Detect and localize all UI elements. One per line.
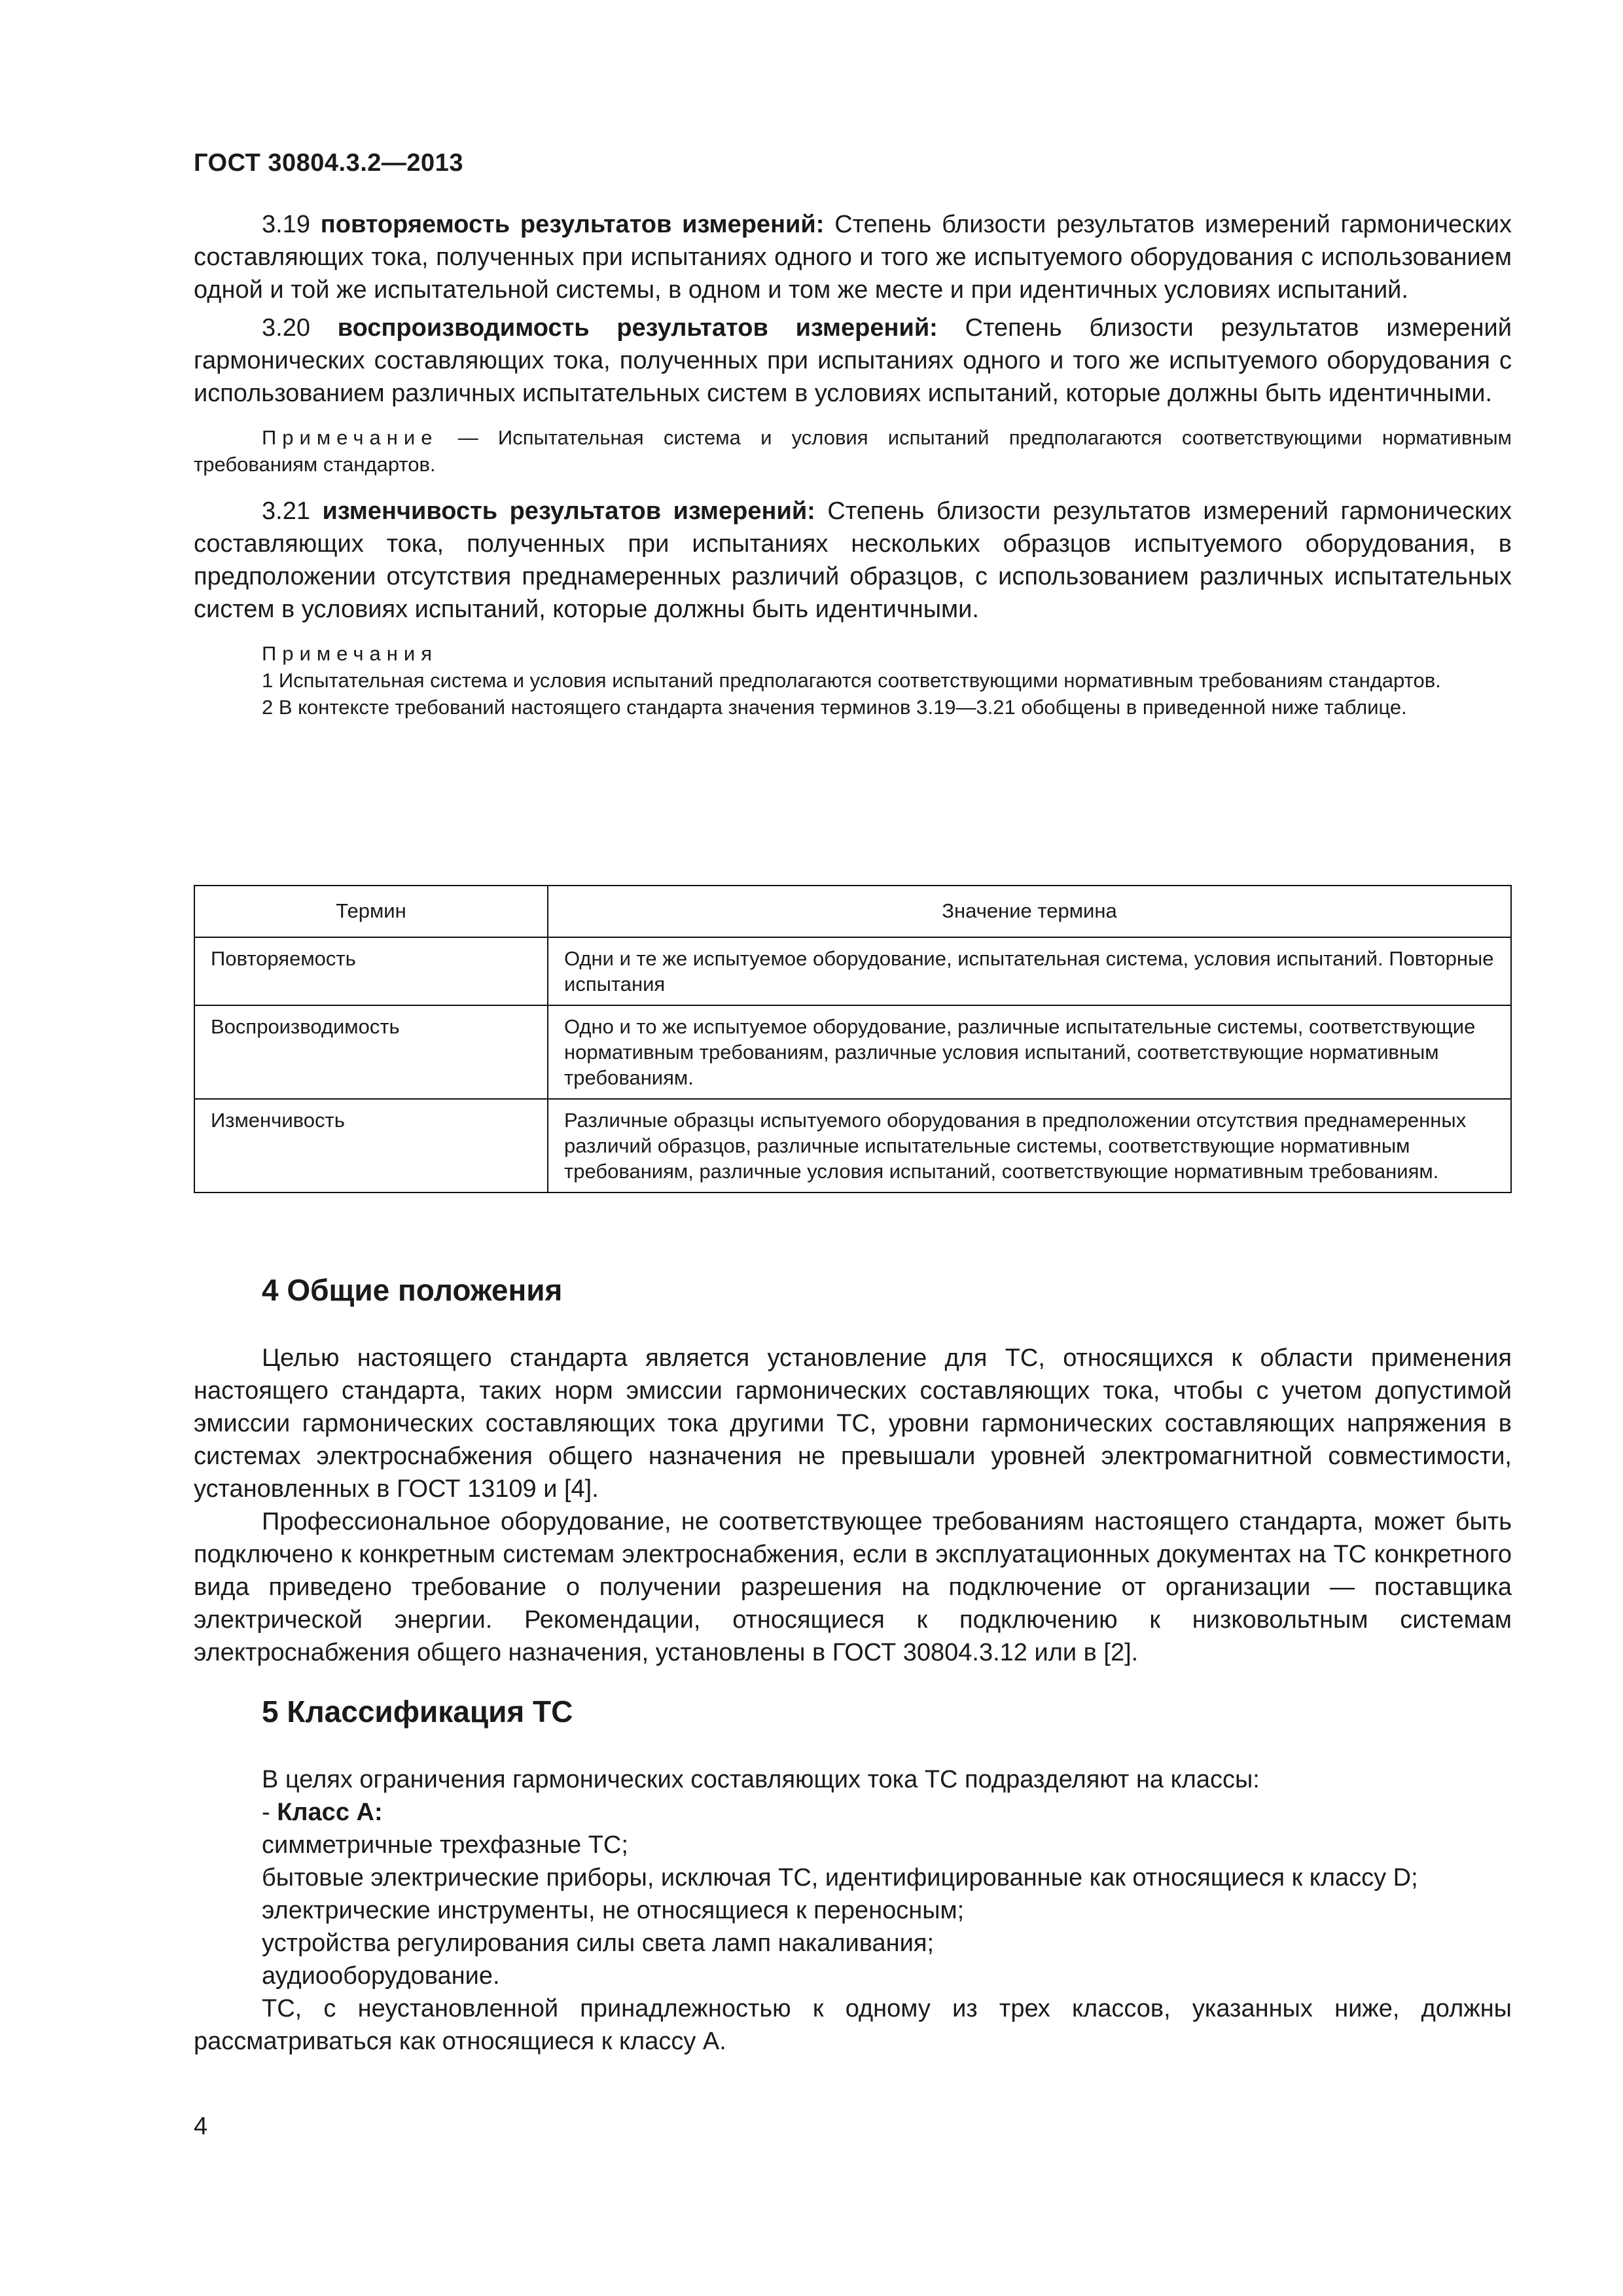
table-row [194, 1099, 1511, 1193]
section-4-paragraph: Профессиональное оборудование, не соответствующее требованиям настоящего стандарта, может быть подключено к конкретным системам электроснабжения, если в эксплуатационных документах на ТС конкретного вида приведено требование о получении разрешения на подключение от организации — поставщика электрической энергии. Рекомендации, относящиеся к подключению к низковольтным системам электроснабжения общего назначения, установлены в ГОСТ 30804.3.12 или в [2]. [194, 1508, 1512, 1666]
section-5-intro: В целях ограничения гармонических составляющих тока ТС подразделяют на классы: [262, 1766, 1260, 1793]
term-3-19 [194, 208, 1512, 306]
section-5-body [194, 1763, 1512, 2058]
note-item-2: 2 В контексте требований настоящего стандарта значения терминов 3.19—3.21 обобщены в приведенной ниже таблице. [262, 696, 1407, 719]
term-number: 3.19 [262, 211, 310, 238]
table-cell-meaning: Одно и то же испытуемое оборудование, различные испытательные системы, соответствующие нормативным требованиям, различные условия испытаний, соответствующие нормативным требованиям. [548, 1005, 1511, 1099]
table-header-meaning: Значение термина [548, 886, 1511, 937]
list-item: аудиооборудование. [262, 1962, 500, 1990]
page-number: 4 [194, 2113, 208, 2140]
term-number: 3.21 [262, 497, 310, 525]
table-cell-term: Повторяемость [194, 937, 548, 1005]
table-row [194, 937, 1511, 1005]
table-header-row [194, 886, 1511, 937]
class-a-label: Класс А: [277, 1799, 383, 1826]
term-definition: Степень близости результатов измерений гармонических составляющих тока, полученных при испытаниях одного и того же испытуемого оборудования с использованием одной и той же испытательной системы, в одном и том же месте и при идентичных условиях испытаний. [194, 211, 1512, 304]
table-cell-term: Воспроизводимость [194, 1005, 548, 1099]
term-definition: Степень близости результатов измерений гармонических составляющих тока, полученных при испытаниях нескольких образцов испытуемого оборудования, в предположении отсутствия преднамеренных различий образцов, с использованием различных испытательных систем в условиях испытаний, которые должны быть идентичными. [194, 497, 1512, 623]
section-5-heading: 5 Классификация ТС [262, 1695, 573, 1729]
term-name: изменчивость результатов измерений: [322, 497, 815, 525]
terms-table [194, 885, 1512, 1193]
list-item: электрические инструменты, не относящиеся к переносным; [262, 1897, 965, 1924]
term-3-20 [194, 312, 1512, 410]
table-cell-meaning: Различные образцы испытуемого оборудования в предположении отсутствия преднамеренных различий образцов, различные испытательные системы, соответствующие нормативным требованиям, различные условия испытаний, соответствующие нормативным требованиям. [548, 1099, 1511, 1193]
section-4-paragraph: Целью настоящего стандарта является установление для ТС, относящихся к области применения настоящего стандарта, таких норм эмиссии гармонических составляющих тока, чтобы с учетом допустимой эмиссии гармонических составляющих тока другими ТС, уровни гармонических составляющих напряжения в системах электроснабжения общего назначения не превышали уровней электромагнитной совместимости, установленных в ГОСТ 13109 и [4]. [194, 1344, 1512, 1503]
section-4-body [194, 1342, 1512, 1669]
note-item-1: 1 Испытательная система и условия испытаний предполагаются соответствующими нормативным требованиям стандартов. [262, 669, 1441, 692]
list-item: бытовые электрические приборы, исключая ТС, идентифицированные как относящиеся к классу D; [262, 1864, 1418, 1892]
list-item: симметричные трехфазные ТС; [262, 1831, 628, 1859]
document-page [194, 0, 1512, 2296]
table-cell-meaning: Одни и те же испытуемое оборудование, испытательная система, условия испытаний. Повторные испытания [548, 937, 1511, 1005]
note-text: — Испытательная система и условия испытаний предполагаются соответствующими нормативным требованиям стандартов. [194, 426, 1512, 476]
note-label: Примечание [262, 426, 438, 449]
table-row [194, 1005, 1511, 1099]
term-name: повторяемость результатов измерений: [320, 211, 825, 238]
table-cell-term: Изменчивость [194, 1099, 548, 1193]
term-number: 3.20 [262, 314, 310, 342]
section-5-closing: ТС, с неустановленной принадлежностью к одному из трех классов, указанных ниже, должны рассматриваться как относящиеся к классу А. [194, 1995, 1512, 2055]
document-header: ГОСТ 30804.3.2—2013 [194, 149, 463, 177]
term-definition: Степень близости результатов измерений гармонических составляющих тока, полученных при испытаниях одного и того же испытуемого оборудования с использованием различных испытательных систем в условиях испытаний, которые должны быть идентичными. [194, 314, 1512, 407]
term-name: воспроизводимость результатов измерений: [337, 314, 938, 342]
class-a-prefix: - [262, 1799, 277, 1826]
terms-block [194, 208, 1512, 721]
notes-label: Примечания [262, 642, 438, 665]
term-3-21 [194, 495, 1512, 626]
list-item: устройства регулирования силы света ламп накаливания; [262, 1929, 935, 1957]
section-4-heading: 4 Общие положения [262, 1273, 563, 1307]
class-a-label-line [194, 1796, 1512, 1829]
table-header-term: Термин [194, 886, 548, 937]
note-3-20 [194, 424, 1512, 478]
